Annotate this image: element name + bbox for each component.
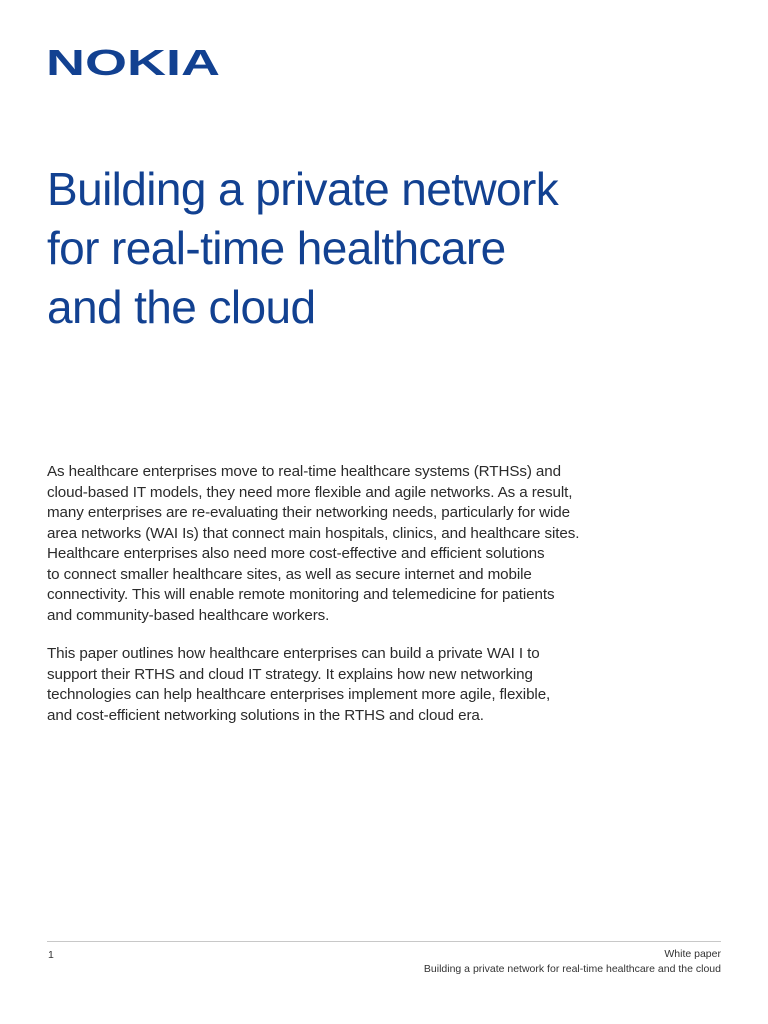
footer-doc-info	[424, 947, 721, 977]
paragraph-line: support their RTHS and cloud IT strategy. It explains how new networking	[47, 665, 533, 683]
title-line: and the cloud	[47, 281, 316, 333]
footer-divider	[47, 941, 721, 942]
nokia-logo	[46, 44, 222, 80]
logo-text: NOKIA	[46, 44, 220, 80]
nokia-logo-wordmark	[46, 44, 222, 80]
title-line: Building a private network	[47, 163, 559, 215]
paragraph-line: cloud-based IT models, they need more flexible and agile networks. As a result,	[47, 483, 573, 501]
paragraph-line: Healthcare enterprises also need more cost-effective and efficient solutions	[47, 545, 545, 562]
paragraph-line: technologies can help healthcare enterprises implement more agile, flexible,	[47, 686, 551, 703]
paragraph-line: connectivity. This will enable remote monitoring and telemedicine for patients	[47, 586, 555, 603]
page-number: 1	[48, 949, 54, 961]
paragraph-line: and community-based healthcare workers.	[47, 606, 330, 624]
paragraph-line: As healthcare enterprises move to real-time healthcare systems (RTHSs) and	[47, 463, 561, 480]
title-line: for real-time healthcare	[47, 222, 506, 274]
footer-doc-type: White paper	[664, 948, 721, 960]
paragraph-line: many enterprises are re-evaluating their networking needs, particularly for wide	[47, 504, 570, 521]
paragraph-line: area networks (WAI Is) that connect main hospitals, clinics, and healthcare sites.	[47, 524, 580, 542]
outline-paragraph	[47, 644, 737, 726]
paragraph-line: and cost-efficient networking solutions in the RTHS and cloud era.	[47, 706, 484, 724]
footer-doc-title: Building a private network for real-time healthcare and the cloud	[423, 963, 721, 975]
intro-paragraph	[47, 462, 737, 626]
paragraph-line: to connect smaller healthcare sites, as well as secure internet and mobile	[47, 565, 532, 583]
paragraph-line: This paper outlines how healthcare enterprises can build a private WAI I to	[47, 645, 540, 662]
document-title	[47, 160, 727, 337]
